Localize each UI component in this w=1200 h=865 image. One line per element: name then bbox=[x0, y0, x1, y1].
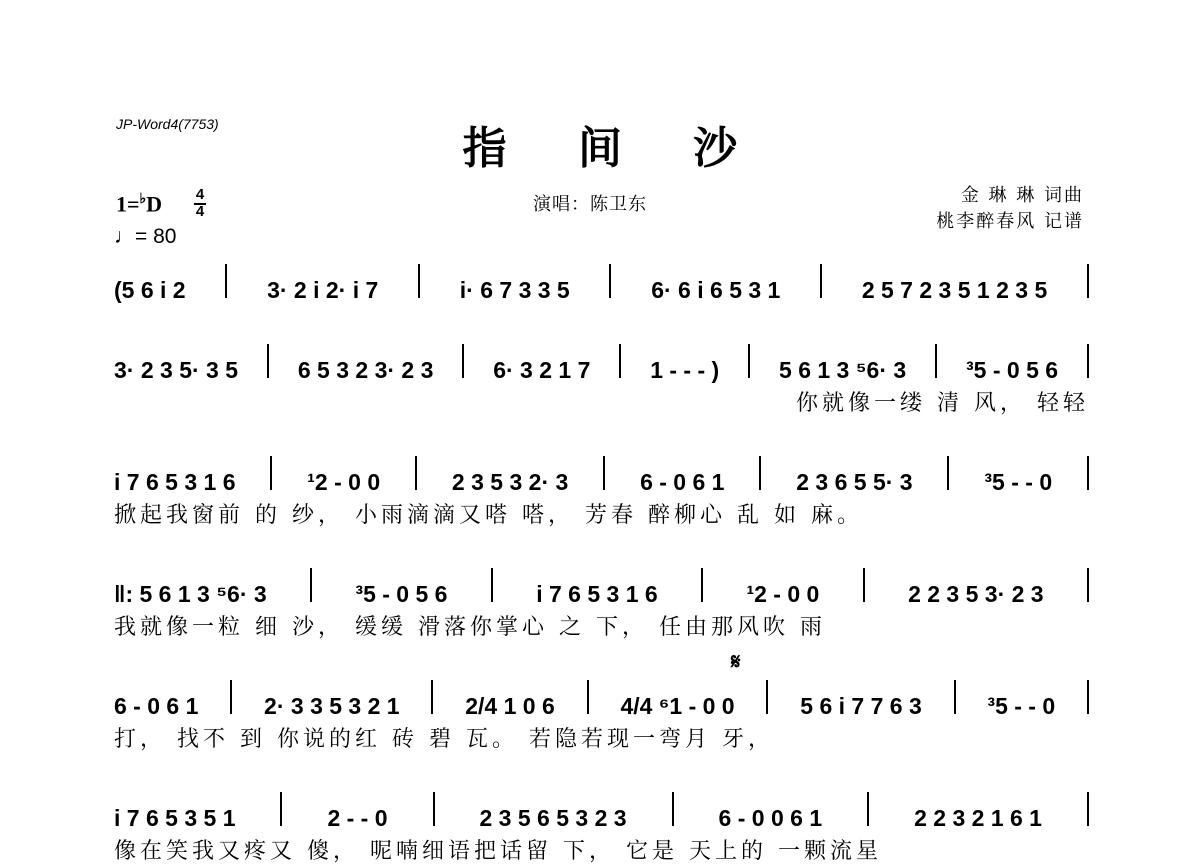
barline bbox=[462, 344, 464, 378]
measure: 2 3 6 5 5· 3 bbox=[796, 469, 913, 495]
segno-sign: 𝄋 bbox=[731, 650, 741, 675]
measure: 6· 3 2 1 7 bbox=[493, 357, 591, 383]
barline bbox=[270, 456, 272, 490]
barline bbox=[431, 680, 433, 714]
barline bbox=[954, 680, 956, 714]
lyric-line-4: 我就像一粒 细 沙， 缓缓 滑落你掌心 之 下， 任由那风吹 雨 bbox=[114, 615, 826, 640]
barline bbox=[1087, 680, 1089, 714]
barline bbox=[1087, 344, 1089, 378]
measure: 2 2 3 5 3· 2 3 bbox=[908, 581, 1044, 607]
barline bbox=[701, 568, 703, 602]
key-note: D bbox=[146, 191, 163, 217]
measure: 3· 2 3 5· 3 5 bbox=[114, 357, 239, 383]
measure: 2 3 5 6 5 3 2 3 bbox=[479, 805, 627, 831]
measure: 6 - 0 0 6 1 bbox=[718, 805, 823, 831]
measure: ‖: 5 6 1 3 ⁵6· 3 bbox=[114, 581, 267, 607]
measure: (5 6 i 2 bbox=[114, 277, 186, 303]
measure: 6 5 3 2 3· 2 3 bbox=[297, 357, 434, 383]
software-label: JP-Word4(7753) bbox=[116, 116, 219, 132]
measure: 4/4 ⁶1 - 0 0 bbox=[620, 693, 735, 719]
measure: ³5 - - 0 bbox=[984, 469, 1053, 495]
measure: 6· 6 i 6 5 3 1 bbox=[651, 277, 781, 303]
barline bbox=[603, 456, 605, 490]
lyric-line-5: 打， 找不 到 你说的红 砖 碧 瓦。 若隐若现一弯月 牙， bbox=[114, 727, 774, 752]
barline bbox=[267, 344, 269, 378]
barline bbox=[759, 456, 761, 490]
tempo-marking: ♩= 80 bbox=[114, 225, 177, 248]
barline bbox=[1087, 568, 1089, 602]
measure: 2 5 7 2 3 5 1 2 3 5 bbox=[861, 277, 1048, 303]
notation-row-2 bbox=[114, 338, 1089, 384]
page-title: 指 间 沙 bbox=[462, 123, 766, 174]
measure: 2 3 5 3 2· 3 bbox=[451, 469, 569, 495]
time-signature bbox=[194, 188, 206, 219]
barline bbox=[1087, 264, 1089, 298]
barline bbox=[433, 792, 435, 826]
measure: i 7 6 5 3 5 1 bbox=[114, 805, 236, 831]
barline bbox=[820, 264, 822, 298]
time-signature-bottom: 4 bbox=[195, 203, 205, 220]
measure: 6 - 0 6 1 bbox=[640, 469, 725, 495]
measure: ¹2 - 0 0 bbox=[746, 581, 820, 607]
barline bbox=[225, 264, 227, 298]
notation-row-4 bbox=[114, 562, 1089, 608]
measure: i· 6 7 3 3 5 bbox=[459, 277, 570, 303]
barline bbox=[867, 792, 869, 826]
measure: 1 - - - ) bbox=[650, 357, 720, 383]
key-signature bbox=[116, 191, 162, 217]
measure: 2· 3 3 5 3 2 1 bbox=[264, 693, 400, 719]
key-label: 1= bbox=[116, 191, 140, 217]
barline bbox=[1087, 456, 1089, 490]
barline bbox=[672, 792, 674, 826]
barline bbox=[230, 680, 232, 714]
singer-credit: 演唱：陈卫东 bbox=[533, 194, 647, 215]
barline bbox=[587, 680, 589, 714]
barline bbox=[415, 456, 417, 490]
notation-row-6 bbox=[114, 786, 1089, 832]
measure: 2 2 3 2 1 6 1 bbox=[914, 805, 1042, 831]
measure: 2/4 1 0 6 bbox=[465, 693, 555, 719]
barline bbox=[1087, 792, 1089, 826]
composer-credit: 金 琳 琳 词曲 bbox=[960, 185, 1084, 206]
barline bbox=[766, 680, 768, 714]
measure: 3· 2 i 2· i 7 bbox=[267, 277, 379, 303]
barline bbox=[863, 568, 865, 602]
barline bbox=[947, 456, 949, 490]
time-signature-top: 4 bbox=[195, 186, 205, 203]
measure: 5 6 1 3 ⁵6· 3 bbox=[779, 357, 907, 383]
measure: ¹2 - 0 0 bbox=[307, 469, 381, 495]
measure: 5 6 i 7 7 6 3 bbox=[800, 693, 922, 719]
measure: ³5 - 0 5 6 bbox=[966, 357, 1059, 383]
flat-sign: ♭ bbox=[139, 192, 147, 207]
barline bbox=[748, 344, 750, 378]
measure: 2 - - 0 bbox=[327, 805, 388, 831]
barline bbox=[491, 568, 493, 602]
notation-row-5 bbox=[114, 674, 1089, 720]
lyric-line-6: 像在笑我又疼又 傻， 呢喃细语把话留 下， 它是 天上的 一颗流星 bbox=[114, 839, 882, 864]
notation-row-1 bbox=[114, 258, 1089, 304]
measure: i 7 6 5 3 1 6 bbox=[114, 469, 236, 495]
barline bbox=[280, 792, 282, 826]
lyric-line-2: 你就像一缕 清 风， 轻轻 bbox=[796, 391, 1089, 416]
credits bbox=[936, 183, 1084, 235]
notation-row-3 bbox=[114, 450, 1089, 496]
measure: ³5 - - 0 bbox=[987, 693, 1056, 719]
measure: ³5 - 0 5 6 bbox=[355, 581, 448, 607]
barline bbox=[310, 568, 312, 602]
barline bbox=[418, 264, 420, 298]
transcriber-credit: 桃李醉春风 记谱 bbox=[936, 211, 1084, 232]
lyric-line-3: 掀起我窗前 的 纱， 小雨滴滴又嗒 嗒， 芳春 醉柳心 乱 如 麻。 bbox=[114, 503, 863, 528]
barline bbox=[619, 344, 621, 378]
barline bbox=[935, 344, 937, 378]
measure: i 7 6 5 3 1 6 bbox=[536, 581, 658, 607]
measure: 6 - 0 6 1 bbox=[114, 693, 199, 719]
barline bbox=[609, 264, 611, 298]
